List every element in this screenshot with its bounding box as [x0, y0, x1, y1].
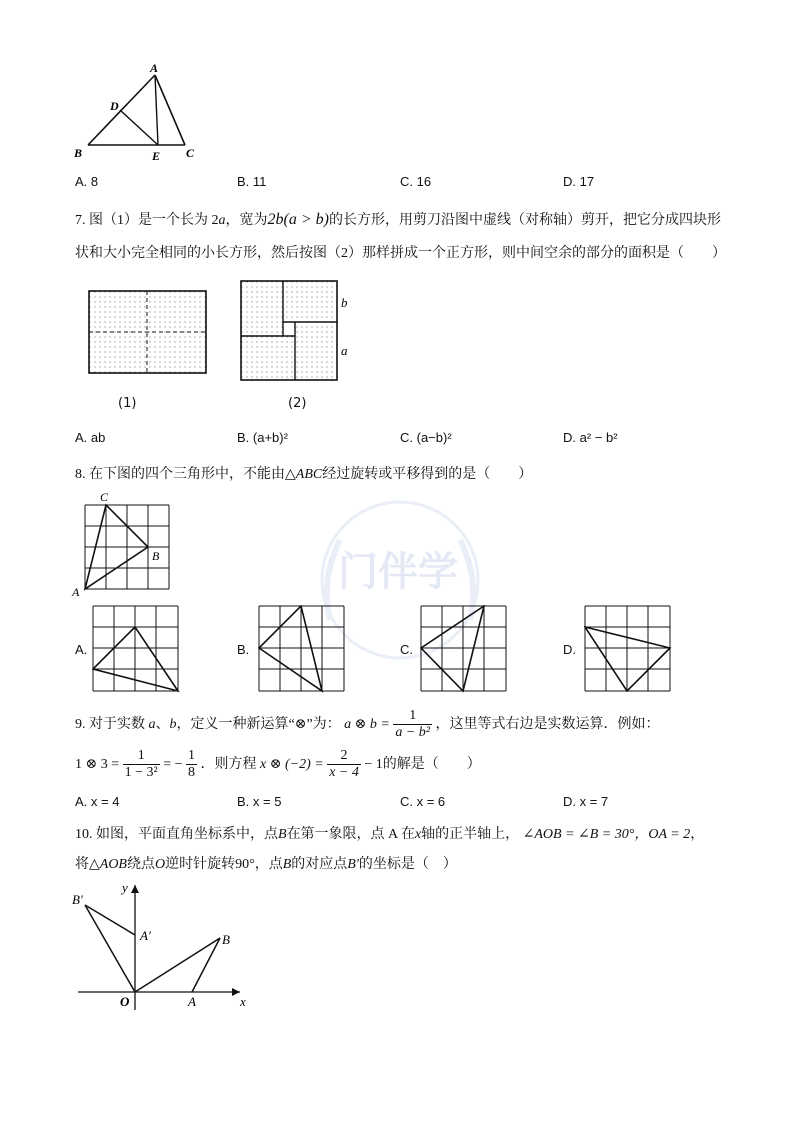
q8-option-d[interactable]: D. [563, 642, 576, 657]
q7-square-diagram [240, 280, 360, 385]
q7-stem-part: 的长方形，用剪刀沿图中虚线（对称轴）剪开，把它分成四块形 [328, 213, 721, 228]
q6-triangle-diagram [70, 60, 210, 165]
q9-example-denominator: 1 − 3² [124, 765, 158, 781]
q8-reference-grid [70, 488, 180, 598]
q9-var-a: a [148, 717, 156, 732]
q10-coordinate-diagram [70, 880, 255, 1015]
q10-fig-label-B: B [222, 932, 230, 947]
q10-point-O: O [154, 857, 166, 872]
q10-line2 [75, 855, 457, 875]
q6-label-A: A [150, 61, 159, 75]
q8-option-c[interactable]: C. [400, 642, 413, 657]
q7-option-a[interactable]: A. ab [75, 430, 106, 445]
q9-equation-tail: − 1 [364, 757, 383, 772]
q10-stem-part: 10. 如图，平面直角坐标系中，点 [75, 827, 278, 842]
q8-reference-figure [70, 488, 180, 603]
q6-label-E: E [152, 149, 161, 163]
q9-def-numerator: 1 [393, 708, 432, 725]
q6-figure [70, 60, 210, 170]
q9-def-denominator: a − b² [395, 725, 431, 741]
q7-option-c[interactable]: C. (a−b)² [400, 430, 452, 445]
q10-stem-part: 轴的正半轴上， [421, 827, 520, 842]
q7-stem-var-a: a [218, 213, 226, 228]
q8-stem [75, 465, 532, 485]
q10-figure [70, 880, 255, 1020]
q10-stem-part: 在第一象限，点 A 在 [286, 827, 415, 842]
q7-stem-math: 2b(a > b) [267, 211, 329, 228]
q10-stem-part: 绕点 [126, 857, 155, 872]
q7-fig2-label-a: a [341, 343, 348, 358]
q7-fig2-label-b: b [341, 295, 348, 310]
q9-option-a[interactable]: A. x = 4 [75, 794, 120, 809]
q10-triangle: △AOB [89, 857, 127, 872]
q7-figure-1 [88, 290, 208, 380]
q9-var-b: b [169, 717, 177, 732]
q9-example-numerator-2: 1 [188, 748, 196, 764]
q8-stem-part: 8. 在下图的四个三角形中，不能由 [75, 467, 285, 482]
q6-option-a[interactable]: A. 8 [75, 174, 99, 189]
q8-option-a-grid[interactable] [92, 605, 180, 693]
q6-label-B: B [74, 146, 83, 160]
q9-stem-part: ，这里等式右边是实数运算．例如： [435, 717, 660, 732]
q6-option-c[interactable]: C. 16 [400, 174, 432, 189]
q10-fig-label-Aprime: A′ [140, 928, 151, 943]
q9-stem-part: 、 [155, 717, 170, 732]
q10-fig-label-O: O [120, 994, 130, 1009]
q10-angle-condition: ∠AOB = ∠B = 30°，OA = 2 [522, 827, 691, 842]
q10-fig-label-A: A [188, 994, 196, 1009]
q8-ref-label-B: B [152, 549, 160, 563]
q7-rectangle-diagram [88, 290, 208, 375]
q9-example-denominator-2: 8 [188, 765, 196, 781]
q7-option-b[interactable]: B. (a+b)² [237, 430, 288, 445]
q7-figure-2-caption: (2) [288, 396, 307, 411]
q9-stem-part: 9. 对于实数 [75, 717, 145, 732]
q9-line1 [75, 705, 660, 745]
q9-stem-part: ，定义一种新运算“⊗”为： [176, 717, 341, 732]
q9-example-fraction-2 [186, 748, 197, 781]
q9-option-b[interactable]: B. x = 5 [237, 794, 282, 809]
q10-stem-part: 逆时针旋转 [165, 857, 236, 872]
q10-fig-label-y: y [122, 880, 128, 895]
q9-equation-lhs: x ⊗ (−2) = [260, 757, 324, 772]
q8-stem-triangle: △ABC [285, 467, 323, 482]
q8-ref-label-A: A [72, 585, 80, 598]
q10-stem-part: 的坐标是（ ） [358, 857, 457, 872]
q9-def-lhs: a ⊗ b = [344, 717, 390, 732]
q7-option-d[interactable]: D. a² − b² [563, 430, 618, 445]
q10-point-B-prime: B′ [347, 857, 359, 872]
q9-option-c[interactable]: C. x = 6 [400, 794, 446, 809]
q10-line1 [75, 825, 704, 845]
q8-option-d-grid[interactable] [584, 605, 672, 693]
q9-def-fraction [393, 708, 432, 741]
q10-rotation-angle: 90° [235, 857, 255, 872]
q10-fig-label-Bprime: B′ [72, 892, 83, 907]
q8-option-b-grid[interactable] [258, 605, 346, 693]
q9-option-d[interactable]: D. x = 7 [563, 794, 609, 809]
q8-ref-label-C: C [100, 490, 109, 504]
q9-example-numerator: 1 [123, 748, 160, 765]
q6-option-d[interactable]: D. 17 [563, 174, 595, 189]
q8-option-a[interactable]: A. [75, 642, 88, 657]
q7-stem-part: 7. 图（1）是一个长为 2 [75, 213, 219, 228]
q9-example-lhs: 1 ⊗ 3 = [75, 757, 120, 772]
q10-stem-part: 的对应点 [291, 857, 348, 872]
q10-stem-part: 将 [75, 857, 89, 872]
q7-stem-part: ，宽为 [225, 213, 268, 228]
q10-stem-part: ，点 [254, 857, 283, 872]
q6-label-D: D [110, 99, 119, 113]
q9-example-fraction [123, 748, 160, 781]
q9-stem-part: 的解是（ ） [382, 757, 481, 772]
q7-figure-1-caption: (1) [118, 396, 137, 411]
q9-line2 [75, 745, 481, 785]
q10-stem-part: ， [690, 827, 705, 842]
q8-stem-part: 经过旋转或平移得到的是（ ） [322, 467, 533, 482]
q9-equation-numerator: 2 [327, 748, 361, 765]
q10-fig-label-x: x [240, 994, 246, 1009]
q9-equation-denominator: x − 4 [329, 765, 359, 781]
q9-stem-part: ．则方程 [200, 757, 257, 772]
q8-option-c-grid[interactable] [420, 605, 508, 693]
q9-example-eq: = − [163, 757, 183, 772]
q9-equation-fraction [327, 748, 361, 781]
q6-option-b[interactable]: B. 11 [237, 174, 267, 189]
q7-figure-2 [240, 280, 360, 390]
q10-point-B-2: B [282, 857, 292, 872]
q7-stem-line2: 状和大小完全相同的小长方形，然后按图（2）那样拼成一个正方形，则中间空余的部分的面积是（ ） [75, 246, 726, 261]
watermark-text: 门伴学 [338, 549, 458, 595]
q7-stem-line1 [75, 210, 721, 231]
q10-var-x: x [414, 827, 422, 842]
q6-label-C: C [186, 146, 195, 160]
q10-point-B: B [278, 827, 287, 842]
q8-option-b[interactable]: B. [237, 642, 250, 657]
